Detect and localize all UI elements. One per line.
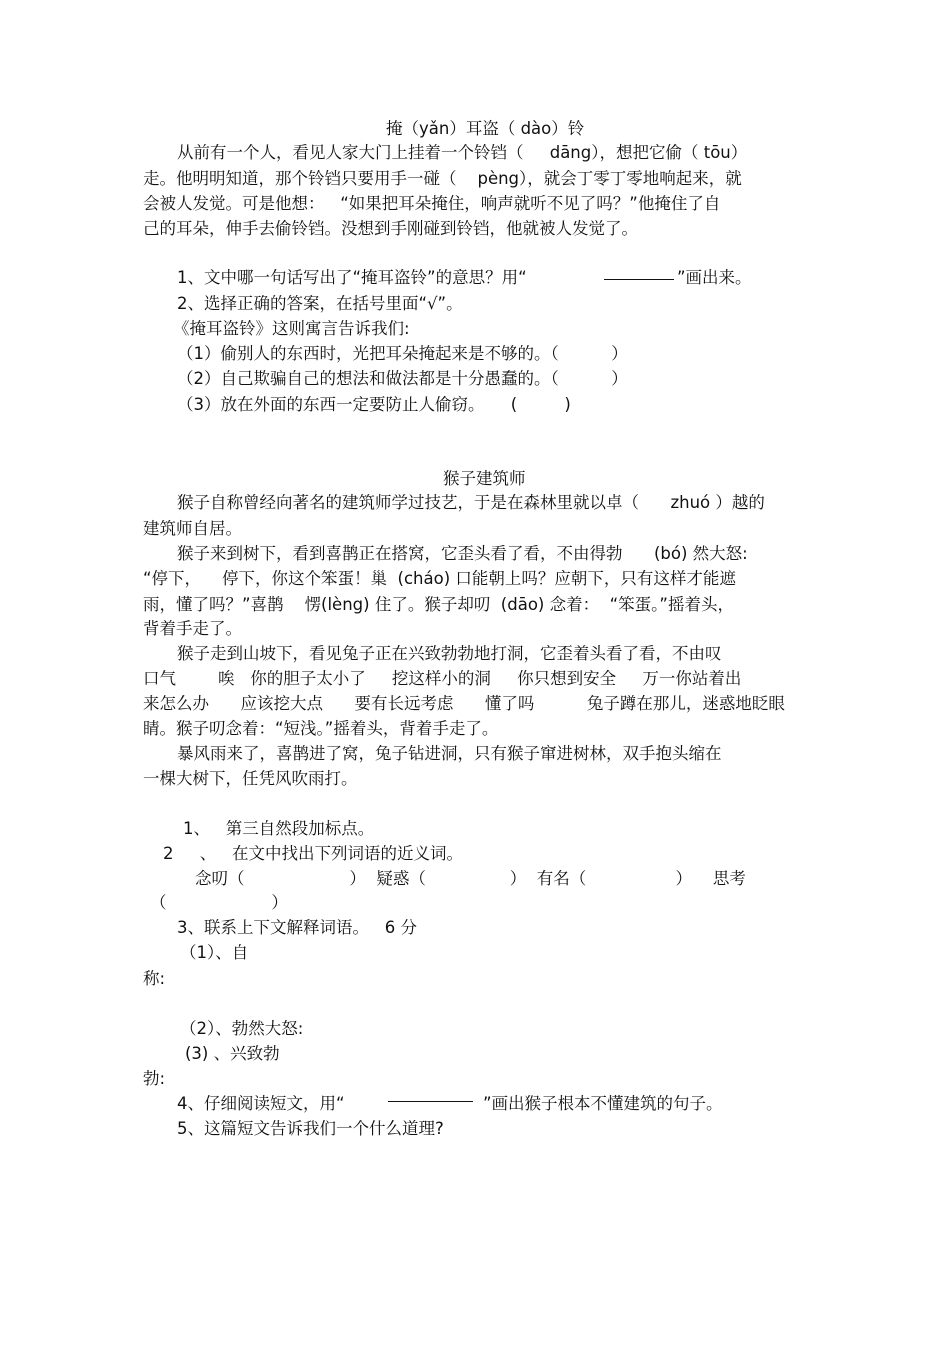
story2-title: 猴子建筑师: [443, 469, 526, 488]
story2-question-2: 2 、 在文中找出下列词语的近义词。: [163, 844, 463, 863]
story1-option-1: （1）偷别人的东西时，光把耳朵掩起来是不够的。（ ）: [177, 344, 628, 363]
story2-question-2-tail: （ ）: [150, 893, 288, 912]
story1-para-line-2: 走。他明明知道，那个铃铛只要用手一碰（ pèng），就会丁零丁零地响起来，就: [143, 169, 742, 188]
story2-para-line-2: 建筑师自居。: [143, 519, 242, 538]
story2-para-line-7: 猴子走到山坡下，看见兔子正在兴致勃勃地打洞，它歪着头看了看，不由叹: [177, 644, 722, 663]
story2-question-3-2: （2）、勃然大怒:: [180, 1019, 304, 1038]
underline-sample: [604, 279, 674, 280]
story1-question-2: 2、选择正确的答案，在括号里面“√”。: [177, 294, 463, 313]
story2-para-line-5: 雨，懂了吗？”喜鹊 愣(lèng) 住了。猴子却叨 (dāo) 念着： “笨蛋。”摇着头，: [143, 595, 734, 614]
story1-question-1: 1、文中哪一句话写出了“掩耳盗铃”的意思？用“: [177, 268, 527, 287]
story2-para-line-11: 暴风雨来了，喜鹊进了窝，兔子钻进洞，只有猴子窜进树林，双手抱头缩在: [177, 744, 722, 763]
story1-option-3: （3）放在外面的东西一定要防止人偷窃。 ( ): [177, 395, 571, 414]
story2-para-line-1: 猴子自称曾经向著名的建筑师学过技艺，于是在森林里就以卓（ zhuó ）越的: [177, 493, 765, 512]
story2-question-3: 3、联系上下文解释词语。 6 分: [177, 918, 417, 937]
story2-question-5: 5、这篇短文告诉我们一个什么道理?: [177, 1119, 444, 1138]
story1-question-1-end: ”画出来。: [677, 268, 752, 287]
story1-title: 掩（yǎn）耳盗（ dào）铃: [386, 119, 585, 138]
story2-para-line-10: 睛。猴子叨念着：“短浅。”摇着头，背着手走了。: [143, 719, 499, 738]
story2-question-4-end: ”画出猴子根本不懂建筑的句子。: [483, 1094, 723, 1113]
story2-question-3-3b: 勃:: [143, 1069, 166, 1088]
story2-question-3-3a: (3) 、兴致勃: [185, 1044, 280, 1063]
story1-para-line-3: 会被人发觉。可是他想： “如果把耳朵掩住，响声就听不见了吗？”他掩住了自: [143, 194, 721, 213]
story2-para-line-12: 一棵大树下，任凭风吹雨打。: [143, 769, 358, 788]
story2-para-line-3: 猴子来到树下，看到喜鹊正在搭窝，它歪头看了看，不由得勃 (bó) 然大怒:: [177, 544, 748, 563]
story1-para-line-4: 己的耳朵，伸手去偷铃铛。没想到手刚碰到铃铛，他就被人发觉了。: [143, 219, 638, 238]
story2-para-line-9: 来怎么办 应该挖大点 要有长远考虑 懂了吗 兔子蹲在那儿，迷惑地眨眼: [143, 694, 785, 713]
story2-question-3-1b: 称:: [143, 969, 166, 988]
story2-para-line-8: 口气 唉 你的胆子太小了 挖这样小的洞 你只想到安全 万一你站着出: [143, 669, 742, 688]
underline-sample: [388, 1101, 473, 1102]
story2-para-line-6: 背着手走了。: [143, 619, 242, 638]
story2-question-4: 4、仔细阅读短文，用“: [177, 1094, 345, 1113]
story2-question-2-words: 念叨（ ） 疑惑（ ） 有名（ ） 思考: [195, 869, 746, 888]
story1-option-2: （2）自己欺骗自己的想法和做法都是十分愚蠢的。（ ）: [177, 369, 628, 388]
story1-para-line-1: 从前有一个人，看见人家大门上挂着一个铃铛（ dāng），想把它偷（ tōu）: [177, 143, 748, 162]
story1-question-2-stem: 《掩耳盗铃》这则寓言告诉我们:: [173, 319, 410, 338]
story2-para-line-4: “停下， 停下，你这个笨蛋！巢 (cháo) 口能朝上吗？应朝下，只有这样才能遮: [143, 569, 736, 588]
story2-question-3-1a: （1）、自: [180, 943, 249, 962]
story2-question-1: 1、 第三自然段加标点。: [183, 819, 375, 838]
